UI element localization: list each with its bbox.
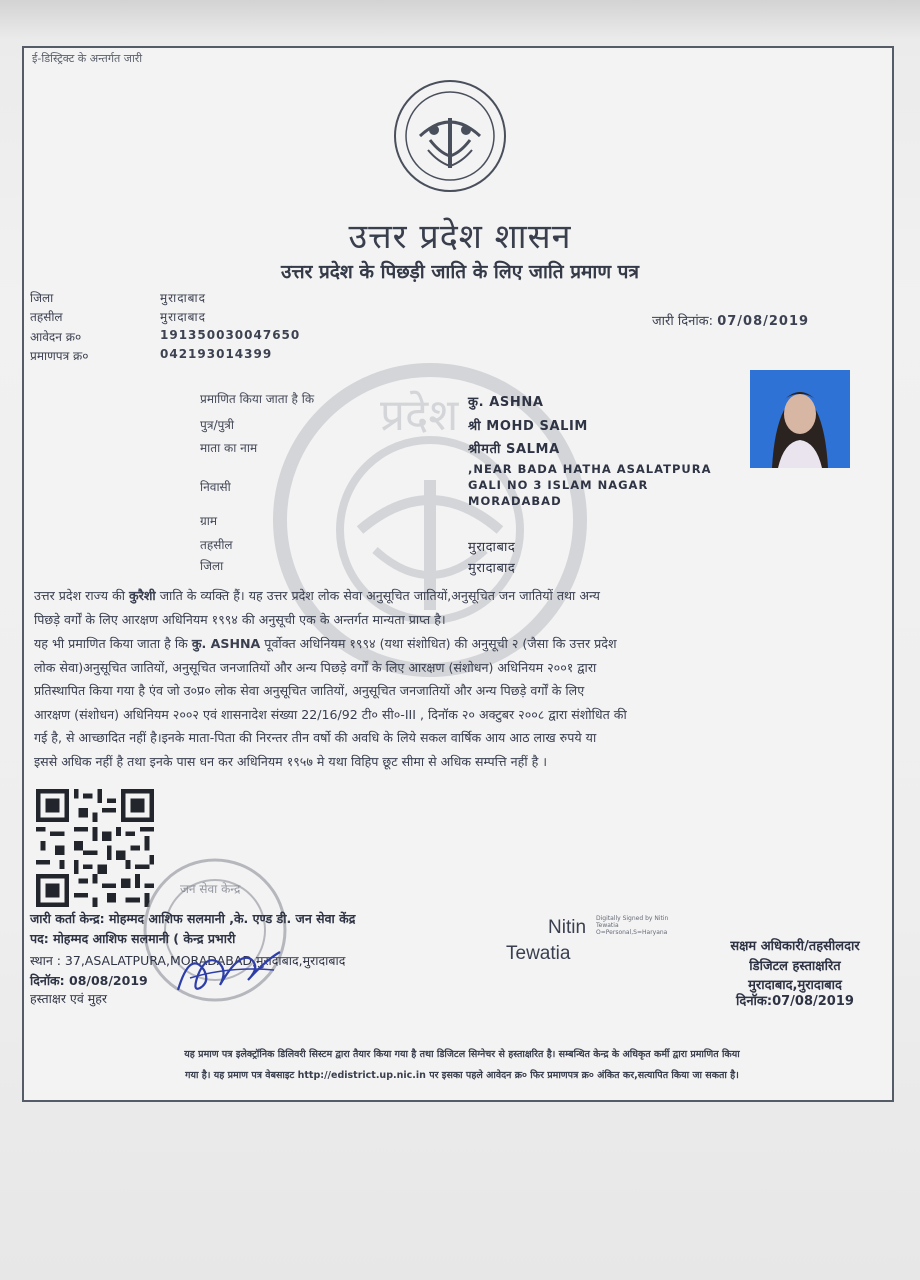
authority-date: दिनॉक:07/08/2019 [736, 994, 854, 1009]
digital-signature-note-1: Digitally Signed by Nitin [596, 915, 669, 922]
digital-signer-first-name: Nitin [548, 917, 587, 938]
caste-name: कुरैशी [129, 588, 156, 603]
address-line-2: GALI NO 3 ISLAM NAGAR [468, 478, 649, 492]
district-value: मुरादाबाद [160, 291, 207, 305]
address-line-1: ,NEAR BADA HATHA ASALATPURA [468, 462, 712, 476]
digital-signature-note-3: O=Personal,S=Haryana [596, 929, 668, 936]
reservation-text-b: पूर्वोक्त अधिनियम १९९४ (यथा संशोधित) की अनुसूची २ (जैसा कि उत्तर प्रदेश [260, 636, 617, 651]
issuer-date: दिनॉक: 08/08/2019 [30, 973, 148, 988]
resident-label: निवासी [200, 480, 231, 494]
caste-statement-line-2: पिछड़े वर्गों के लिए आरक्षण अधिनियम १९९४ की अनुसूची एक के अन्तर्गत मान्यता प्राप्त है। [34, 611, 446, 627]
issuer-sign-label: हस्ताक्षर एवं मुहर [30, 991, 107, 1006]
parent-label: पुत्र/पुत्री [200, 418, 235, 432]
field-district-value: मुरादाबाद [468, 561, 516, 576]
application-number: 191350030047650 [160, 328, 301, 342]
reservation-line-4: आरक्षण (संशोधन) अधिनियम २००२ एवं शासनादेश संख्या 22/16/92 टी० सी०-III , दिनॉक २० अक्टुबर २००८ द्वारा संशोधित की [34, 706, 627, 722]
footer-line-1: यह प्रमाण पत्र इलेक्ट्रॉनिक डिलिवरी सिस्टम द्वारा तैयार किया गया है तथा डिजिटल सिग्नेचर से हस्ताक्षरित है। सम्बन्धित केन्द्र के अधिकृत कर्मी द्वारा प्रमाणित किया [184, 1049, 740, 1060]
digital-signature-note-2: Tewatia [596, 922, 619, 929]
certificate-number: 042193014399 [160, 347, 273, 361]
caste-statement [34, 584, 890, 631]
reservation-applicant-name: कु. ASHNA [191, 636, 261, 651]
caste-text-b: जाति के व्यक्ति हैं। यह उत्तर प्रदेश लोक सेवा अनुसूचित जातियों,अनुसूचित जन जातियों तथा अन्य [155, 588, 600, 603]
field-district-label: जिला [200, 559, 224, 573]
header-note: ई-डिस्ट्रिक्ट के अन्तर्गत जारी [32, 52, 143, 65]
reservation-line-3: प्रतिस्थापित किया गया है एंव जो उ०प्र० लोक सेवा अनुसूचित जातियों, अनुसूचित जनजातियों और अन्य पिछड़े वर्गों के लिए [34, 683, 585, 698]
mother-label: माता का नाम [200, 441, 258, 455]
authority-title: सक्षम अधिकारी/तहसीलदार [730, 939, 860, 954]
digital-signature-details [596, 915, 668, 936]
application-label: आवेदन क्र० [30, 330, 82, 344]
resident-address [468, 461, 748, 509]
reservation-text-a: यह भी प्रमाणित किया जाता है कि [34, 636, 192, 651]
authority-location: मुरादाबाद,मुरादाबाद [748, 978, 842, 993]
seal-text: जन सेवा केन्द्र [180, 882, 241, 896]
mother-name: श्रीमती SALMA [468, 442, 560, 457]
certificate-label: प्रमाणपत्र क्र० [30, 349, 89, 363]
field-tehsil-label: तहसील [200, 538, 233, 552]
applicant-photo [750, 370, 850, 468]
footer-line-2: गया है। यह प्रमाण पत्र वेबसाइट http://edistrict.up.nic.in पर इसका पहले आवेदन क्र० फिर प्रमाणपत्र क्र० अंकित कर,सत्यापित किया जा सकता है। [185, 1070, 739, 1081]
handwritten-signature-icon [170, 930, 290, 1000]
field-tehsil-value: मुरादाबाद [468, 540, 516, 555]
digital-signer-last-name: Tewatia [506, 943, 571, 964]
reservation-line-5: गई है, से आच्छादित नहीं है।इनके माता-पिता की निरन्तर तीन वर्षो की अवधि के लिये सकल वार्षिक आय आठ लाख रुपये या [34, 730, 597, 745]
address-line-3: MORADABAD [468, 494, 562, 508]
authority-digital-signed: डिजिटल हस्ताक्षरित [749, 959, 841, 974]
certificate-subtitle: उत्तर प्रदेश के पिछड़ी जाति के लिए जाति प्रमाण पत्र [281, 261, 639, 283]
issue-date [652, 311, 809, 329]
issue-date-value: 07/08/2019 [717, 314, 810, 329]
village-label: ग्राम [200, 514, 218, 528]
tehsil-label: तहसील [30, 310, 63, 324]
certified-label: प्रमाणित किया जाता है कि [200, 392, 315, 406]
tehsil-value: मुरादाबाद [160, 310, 207, 324]
caste-statement-line-1 [34, 584, 890, 608]
issuer-designation: पद: मोहम्मद आशिफ सलमानी ( केन्द्र प्रभारी [30, 931, 236, 946]
reservation-line-6: इससे अधिक नहीं है तथा इनके पास धन कर अधिनियम १९५७ मे यथा विहिप छूट सीमा से अधिक सम्पत्ति नहीं है । [34, 753, 548, 769]
district-label: जिला [30, 291, 54, 305]
up-emblem-icon [392, 78, 508, 194]
caste-text-a: उत्तर प्रदेश राज्य की [34, 588, 130, 603]
qr-code[interactable] [36, 789, 154, 907]
reservation-line-1 [34, 632, 890, 656]
issuer-center: जारी कर्ता केन्द्र: मोहम्मद आशिफ सलमानी ,के. एण्ड डी. जन सेवा केंद्र [30, 911, 356, 926]
issue-date-label: जारी दिनांक: [652, 314, 714, 329]
reservation-statement [34, 632, 890, 773]
issuer-location: स्थान : 37,ASALATPURA,MORADABAD,मुरादाबाद,मुरादाबाद [30, 953, 346, 968]
applicant-name: कु. ASHNA [468, 395, 544, 410]
footer-note [34, 1044, 890, 1086]
watermark-text: प्रदेश [380, 390, 459, 441]
parent-name: श्री MOHD SALIM [468, 419, 588, 434]
reservation-line-2: लोक सेवा)अनुसूचित जातियों, अनुसूचित जनजातियों और अन्य पिछड़े वर्गों के लिए आरक्षण (संशोधन) अधिनियम २००१ द्वारा [34, 659, 597, 675]
page-title: उत्तर प्रदेश शासन [348, 217, 572, 257]
